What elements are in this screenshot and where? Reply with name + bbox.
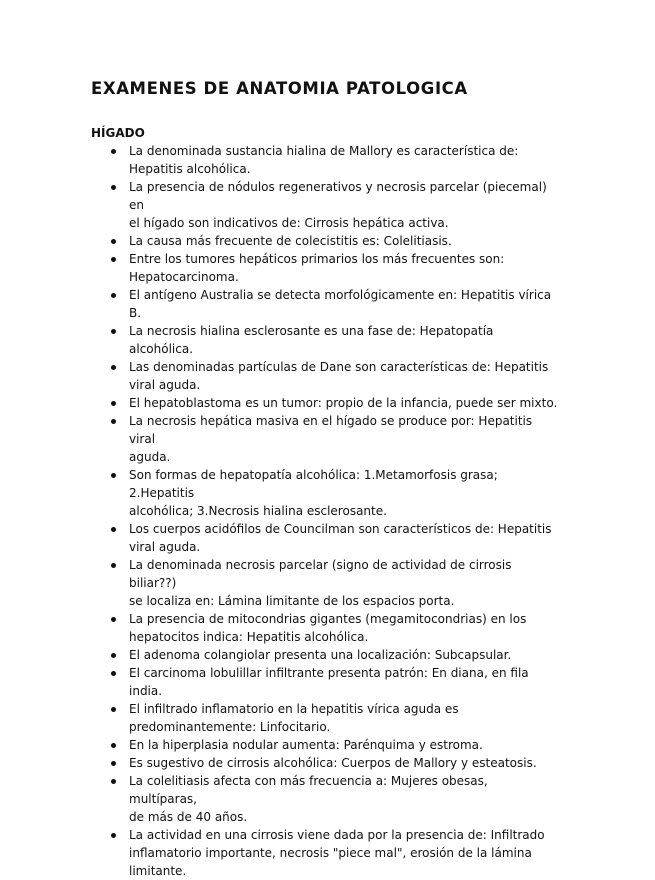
list-item: Son formas de hepatopatía alcohólica: 1.Metamorfosis grasa; 2.Hepatitis alcohólica; 3.Necrosis hialina esclerosante. xyxy=(0,466,559,520)
list-item: Los cuerpos acidófilos de Councilman son característicos de: Hepatitis viral aguda. xyxy=(0,520,559,556)
list-item: Las denominadas partículas de Dane son características de: Hepatitis viral aguda. xyxy=(0,358,559,394)
list-item: El infiltrado inflamatorio en la hepatitis vírica aguda es predominantemente: Linfocitario. xyxy=(0,700,559,736)
list-item: La colelitiasis afecta con más frecuencia a: Mujeres obesas, multíparas, de más de 40 años. xyxy=(0,772,559,826)
list-item: El carcinoma lobulillar infiltrante presenta patrón: En diana, en fila india. xyxy=(0,664,559,700)
list-item: La denominada necrosis parcelar (signo de actividad de cirrosis biliar??) se localiza en: Lámina limitante de los espacios porta. xyxy=(0,556,559,610)
list-item: La necrosis hialina esclerosante es una fase de: Hepatopatía alcohólica. xyxy=(0,322,559,358)
list-item: La actividad en una cirrosis viene dada por la presencia de: Infiltrado inflamatorio importante, necrosis "piece mal", erosión de la lámina limitante. xyxy=(0,826,559,880)
list-item: La causa más frecuente de colecistitis es: Colelitiasis. xyxy=(0,232,559,250)
section-heading-higado: HÍGADO xyxy=(91,126,145,140)
list-item: El hepatoblastoma es un tumor: propio de la infancia, puede ser mixto. xyxy=(0,394,559,412)
list-item: La presencia de nódulos regenerativos y necrosis parcelar (piecemal) en el hígado son indicativos de: Cirrosis hepática activa. xyxy=(0,178,559,232)
list-item: Es sugestivo de cirrosis alcohólica: Cuerpos de Mallory y esteatosis. xyxy=(0,754,559,772)
list-item: El antígeno Australia se detecta morfológicamente en: Hepatitis vírica B. xyxy=(0,286,559,322)
list-item: La presencia de mitocondrias gigantes (megamitocondrias) en los hepatocitos indica: Hepatitis alcohólica. xyxy=(0,610,559,646)
list-item: La denominada sustancia hialina de Mallory es característica de: Hepatitis alcohólica. xyxy=(0,142,559,178)
list-item: El adenoma colangiolar presenta una localización: Subcapsular. xyxy=(0,646,559,664)
list-item: Entre los tumores hepáticos primarios los más frecuentes son: Hepatocarcinoma. xyxy=(0,250,559,286)
question-list xyxy=(0,142,655,880)
document-title: EXAMENES DE ANATOMIA PATOLOGICA xyxy=(91,79,468,98)
list-item: La necrosis hepática masiva en el hígado se produce por: Hepatitis viral aguda. xyxy=(0,412,559,466)
list-item: En la hiperplasia nodular aumenta: Parénquima y estroma. xyxy=(0,736,559,754)
